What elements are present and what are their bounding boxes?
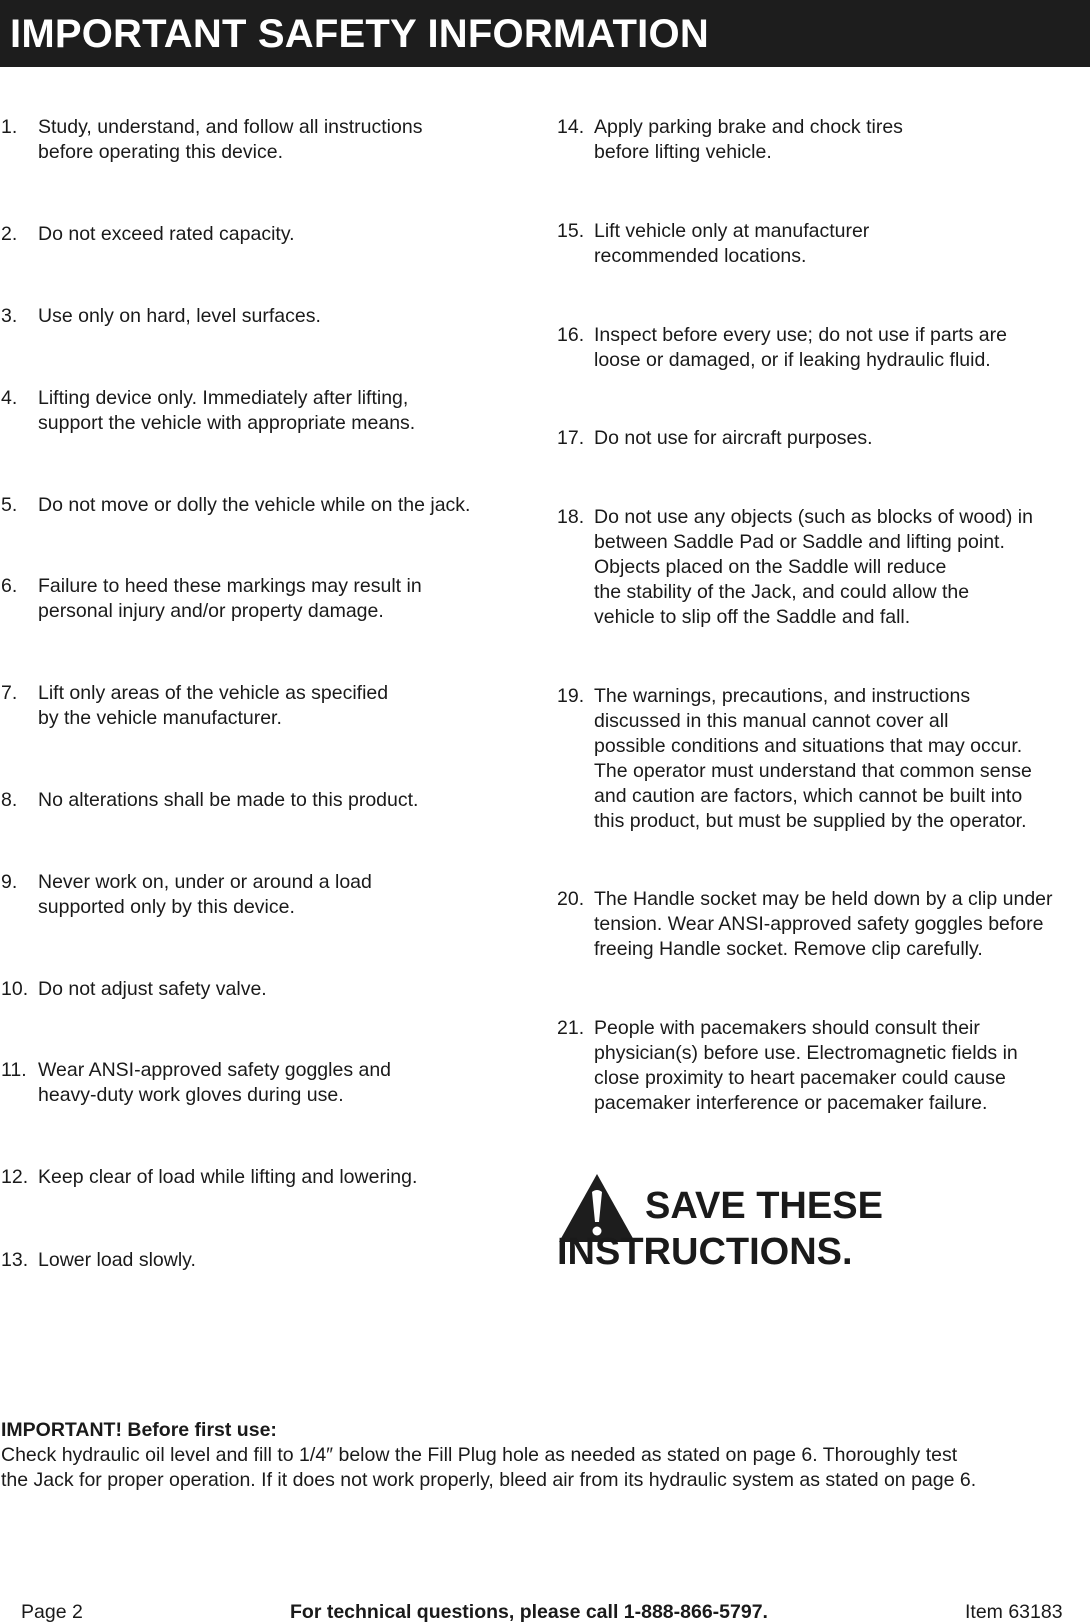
item-text: Wear ANSI-approved safety goggles and heavy-duty work gloves during use. bbox=[38, 1059, 392, 1106]
item-text: The warnings, precautions, and instructions discussed in this manual cannot cover all possible conditions and situations that may occur. The operator must understand that common sense and caution are factors, which cannot be built into this product, but must be supplied by the operator. bbox=[594, 685, 1032, 832]
item-text: Do not use for aircraft purposes. bbox=[594, 427, 873, 449]
item-text: Use only on hard, level surfaces. bbox=[38, 305, 321, 327]
footer-item-number: Item 63183 bbox=[965, 1601, 1063, 1623]
item-number: 3. bbox=[1, 305, 18, 327]
item-text: People with pacemakers should consult their physician(s) before use. Electromagnetic fields in close proximity to heart pacemaker could cause pacemaker interference or pacemaker failure. bbox=[594, 1017, 1018, 1114]
item-text: Lift only areas of the vehicle as specified by the vehicle manufacturer. bbox=[38, 682, 389, 729]
item-number: 6. bbox=[1, 575, 18, 597]
item-number: 16. bbox=[557, 324, 585, 346]
item-text: Do not use any objects (such as blocks of wood) in between Saddle Pad or Saddle and lifting point. Objects placed on the Saddle will reduce the stability of the Jack, and could allow the vehicle to slip off the Saddle and fall. bbox=[594, 506, 1033, 628]
item-number: 10. bbox=[1, 978, 29, 1000]
item-number: 15. bbox=[557, 220, 585, 242]
item-number: 7. bbox=[1, 682, 18, 704]
item-number: 17. bbox=[557, 427, 585, 449]
item-text: Keep clear of load while lifting and lowering. bbox=[38, 1166, 418, 1188]
item-text: Apply parking brake and chock tires before lifting vehicle. bbox=[594, 116, 903, 163]
warning-line-1: SAVE THESE bbox=[645, 1185, 883, 1227]
item-number: 5. bbox=[1, 494, 18, 516]
item-number: 2. bbox=[1, 223, 18, 245]
item-text: Lift vehicle only at manufacturer recommended locations. bbox=[594, 220, 870, 267]
page-header bbox=[0, 0, 1090, 67]
item-text: Lower load slowly. bbox=[38, 1249, 196, 1271]
item-text: Do not move or dolly the vehicle while on the jack. bbox=[38, 494, 471, 516]
item-number: 13. bbox=[1, 1249, 29, 1271]
item-text: Never work on, under or around a load supported only by this device. bbox=[38, 871, 372, 918]
item-number: 12. bbox=[1, 1166, 29, 1188]
item-text: Lifting device only. Immediately after lifting, support the vehicle with appropriate means. bbox=[38, 387, 416, 434]
item-number: 18. bbox=[557, 506, 585, 528]
item-text: Inspect before every use; do not use if parts are loose or damaged, or if leaking hydraulic fluid. bbox=[594, 324, 1007, 371]
item-number: 11. bbox=[1, 1059, 27, 1081]
warning-line-2: INSTRUCTIONS. bbox=[557, 1231, 853, 1273]
item-number: 19. bbox=[557, 685, 585, 707]
item-text: Study, understand, and follow all instructions before operating this device. bbox=[38, 116, 423, 163]
save-instructions-warning bbox=[557, 1172, 977, 1272]
page-title: IMPORTANT SAFETY INFORMATION bbox=[10, 12, 709, 56]
item-number: 9. bbox=[1, 871, 18, 893]
item-text: No alterations shall be made to this product. bbox=[38, 789, 419, 811]
item-number: 1. bbox=[1, 116, 18, 138]
important-body: Check hydraulic oil level and fill to 1/4″ below the Fill Plug hole as needed as stated on page 6. Thoroughly test the Jack for proper operation. If it does not work properly, bleed air from its hydraulic system as stated on page 6. bbox=[1, 1444, 977, 1491]
item-number: 8. bbox=[1, 789, 18, 811]
item-number: 4. bbox=[1, 387, 18, 409]
item-number: 14. bbox=[557, 116, 585, 138]
item-text: The Handle socket may be held down by a clip under tension. Wear ANSI-approved safety goggles before freeing Handle socket. Remove clip carefully. bbox=[594, 888, 1053, 960]
important-label: IMPORTANT! Before first use: bbox=[1, 1419, 277, 1441]
important-note bbox=[1, 1418, 1086, 1493]
item-text: Do not exceed rated capacity. bbox=[38, 223, 295, 245]
item-number: 20. bbox=[557, 888, 585, 910]
item-text: Do not adjust safety valve. bbox=[38, 978, 267, 1000]
item-number: 21. bbox=[557, 1017, 585, 1039]
footer-contact: For technical questions, please call 1-888-866-5797. bbox=[290, 1601, 768, 1623]
item-text: Failure to heed these markings may result in personal injury and/or property damage. bbox=[38, 575, 422, 622]
footer-page-number: Page 2 bbox=[21, 1601, 83, 1623]
